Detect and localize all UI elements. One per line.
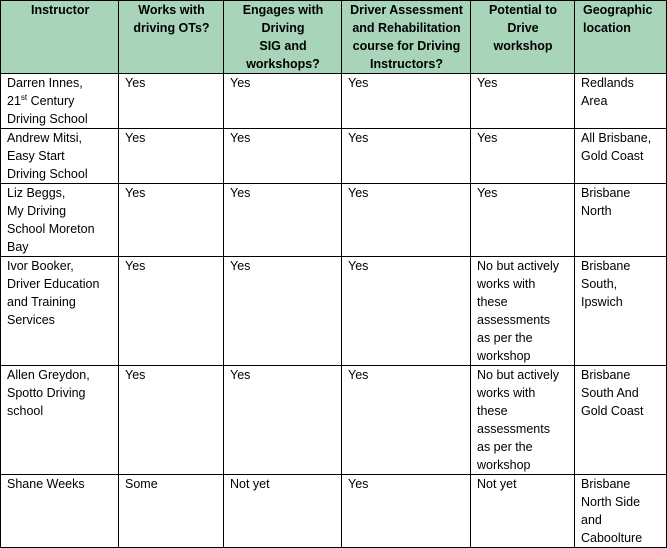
cell-potential-to-drive: No but actively works with these assessments as per the workshop: [471, 366, 575, 475]
cell-engages-sig: Yes: [224, 257, 342, 366]
table-row: [1, 129, 667, 184]
cell-works-with-ots: Yes: [119, 366, 224, 475]
cell-potential-to-drive: Yes: [471, 129, 575, 184]
instructor-name-part: Darren Innes,: [7, 76, 83, 90]
table-row: [1, 184, 667, 257]
cell-assessment-course: Yes: [342, 129, 471, 184]
cell-engages-sig: Yes: [224, 129, 342, 184]
cell-geographic-location: Brisbane South, Ipswich: [575, 257, 667, 366]
cell-assessment-course: Yes: [342, 257, 471, 366]
cell-instructor: Ivor Booker, Driver Education and Training Services: [1, 257, 119, 366]
instructor-ordinal-suffix: st: [20, 92, 28, 102]
table-row: [1, 475, 667, 548]
cell-engages-sig: Not yet: [224, 475, 342, 548]
cell-works-with-ots: Yes: [119, 184, 224, 257]
cell-geographic-location: Brisbane North: [575, 184, 667, 257]
cell-instructor: Liz Beggs, My Driving School Moreton Bay: [1, 184, 119, 257]
cell-works-with-ots: Yes: [119, 129, 224, 184]
cell-works-with-ots: Yes: [119, 74, 224, 129]
cell-geographic-location: Redlands Area: [575, 74, 667, 129]
header-row: [1, 1, 667, 74]
cell-instructor: [1, 74, 119, 129]
cell-engages-sig: Yes: [224, 184, 342, 257]
table-row: [1, 257, 667, 366]
cell-works-with-ots: Some: [119, 475, 224, 548]
header-engages-sig: Engages with Driving SIG and workshops?: [224, 1, 342, 74]
header-potential-to-drive: Potential to Drive workshop: [471, 1, 575, 74]
cell-potential-to-drive: Not yet: [471, 475, 575, 548]
cell-instructor: Shane Weeks: [1, 475, 119, 548]
table-row: [1, 366, 667, 475]
cell-works-with-ots: Yes: [119, 257, 224, 366]
cell-assessment-course: Yes: [342, 74, 471, 129]
cell-potential-to-drive: Yes: [471, 74, 575, 129]
instructor-name-rest: Century Driving School: [7, 94, 88, 126]
table-row: [1, 74, 667, 129]
cell-engages-sig: Yes: [224, 74, 342, 129]
cell-instructor: Allen Greydon, Spotto Driving school: [1, 366, 119, 475]
cell-potential-to-drive: No but actively works with these assessments as per the workshop: [471, 257, 575, 366]
instructor-ordinal-number: 21: [7, 94, 21, 108]
cell-assessment-course: Yes: [342, 475, 471, 548]
cell-assessment-course: Yes: [342, 366, 471, 475]
cell-instructor: Andrew Mitsi, Easy Start Driving School: [1, 129, 119, 184]
cell-engages-sig: Yes: [224, 366, 342, 475]
cell-assessment-course: Yes: [342, 184, 471, 257]
cell-geographic-location: Brisbane South And Gold Coast: [575, 366, 667, 475]
header-assessment-course: Driver Assessment and Rehabilitation course for Driving Instructors?: [342, 1, 471, 74]
header-geographic-location: Geographic location: [575, 1, 667, 74]
cell-geographic-location: Brisbane North Side and Caboolture: [575, 475, 667, 548]
header-works-with-ots: Works with driving OTs?: [119, 1, 224, 74]
cell-potential-to-drive: Yes: [471, 184, 575, 257]
header-instructor: Instructor: [1, 1, 119, 74]
cell-geographic-location: All Brisbane, Gold Coast: [575, 129, 667, 184]
